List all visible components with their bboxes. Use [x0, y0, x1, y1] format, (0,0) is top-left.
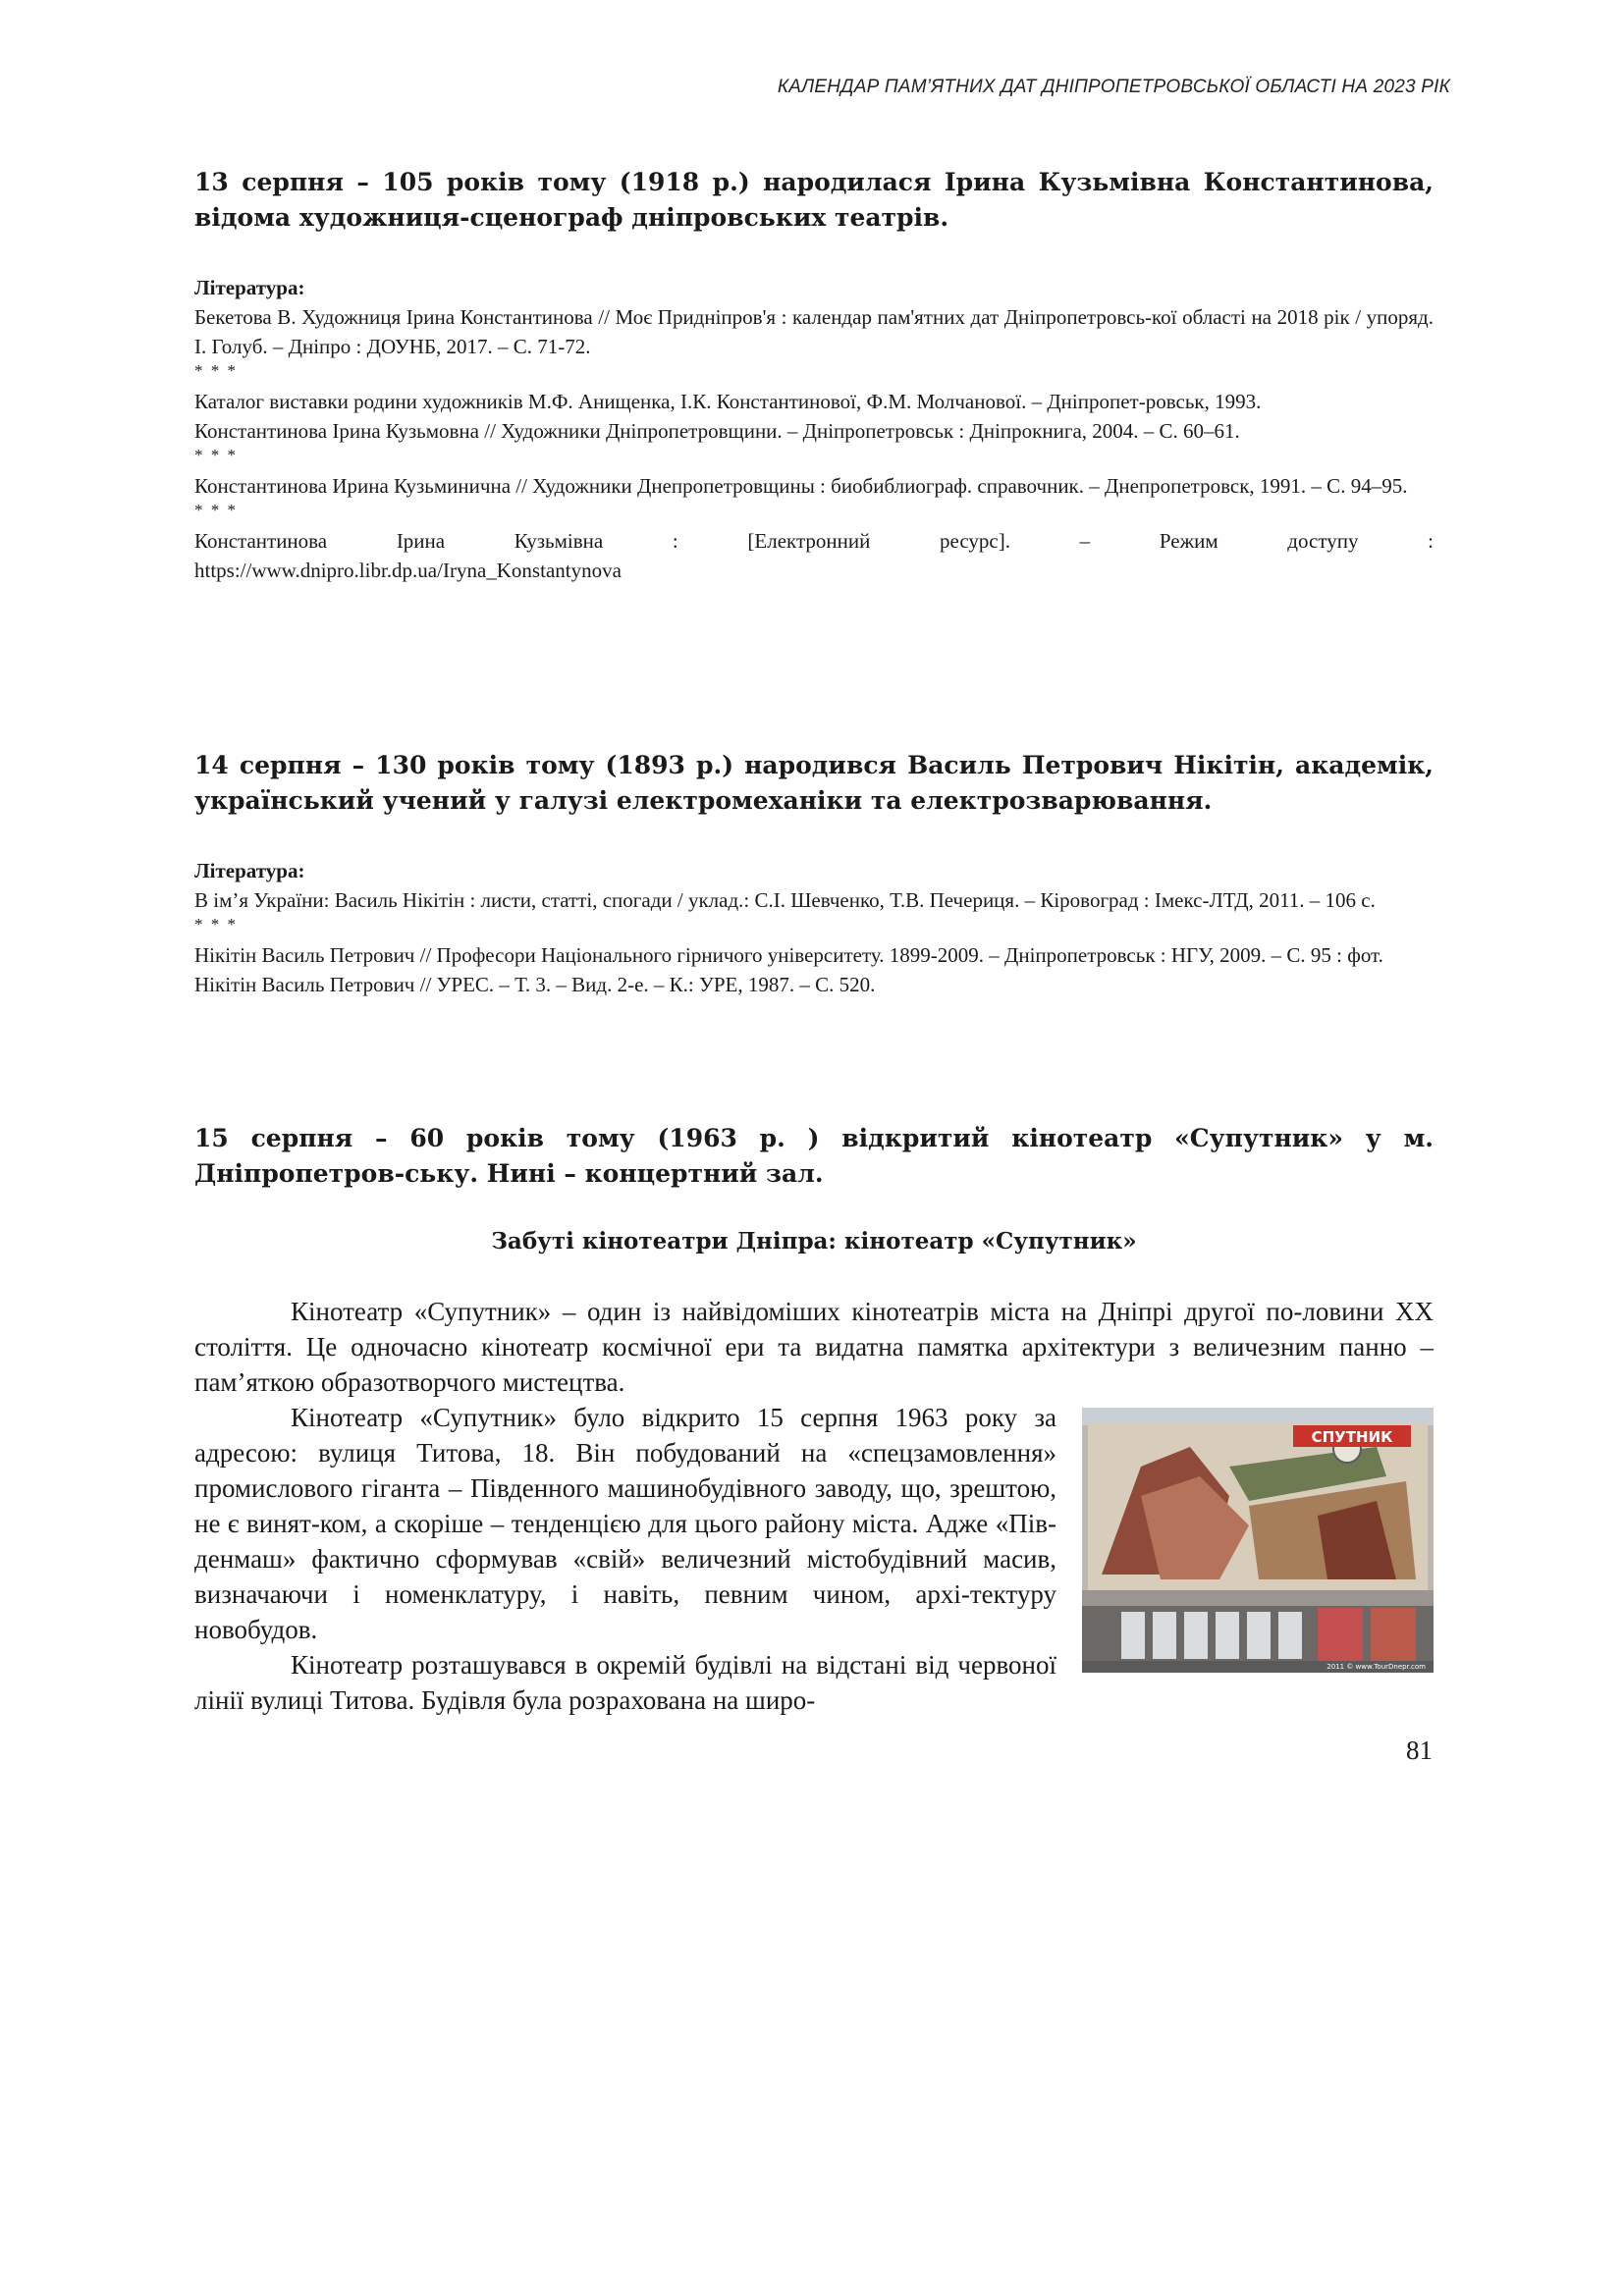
reference: Бекетова В. Художниця Ірина Константинова // Моє Придніпров'я : календар пам'ятних дат Дніпропетровсь-кої області на 2018 рік / упоряд. І. Голуб. – Дніпро : ДОУНБ, 2017. – С. 71-72.	[194, 305, 1434, 358]
event-section-2	[194, 748, 1434, 999]
literature-label: Література:	[194, 276, 305, 299]
event-section-3	[194, 1121, 1434, 1718]
reference: Нікітін Василь Петрович // Професори Національного гірничого університету. 1899-2009. – Дніпропетровськ : НГУ, 2009. – С. 95 : фот.	[194, 943, 1383, 967]
body-paragraph: Кінотеатр розташувався в окремій будівлі на відстані від червоної лінії вулиці Титова. Будівля була розрахована на широ-	[194, 1650, 1056, 1715]
event-section-1	[194, 165, 1434, 585]
literature-label: Література:	[194, 859, 305, 882]
event-title: 13 серпня – 105 років тому (1918 р.) народилася Ірина Кузьмівна Константинова, відома художниця-сценограф дніпровських театрів.	[194, 168, 1434, 232]
reference: Константинова Ірина Кузьмовна // Художники Дніпропетровщини. – Дніпропетровськ : Дніпрокнига, 2004. – С. 60–61.	[194, 419, 1240, 443]
page-number: 81	[1406, 1735, 1433, 1765]
cinema-sign: СПУТНИК	[1311, 1428, 1393, 1446]
reference: В ім’я України: Василь Нікітін : листи, статті, спогади / уклад.: С.І. Шевченко, Т.В. Печериця. – Кіровоград : Імекс-ЛТД, 2011. – 106 с.	[194, 888, 1376, 912]
article-subtitle: Забуті кінотеатри Дніпра: кінотеатр «Супутник»	[491, 1228, 1137, 1255]
reference: Константинова Ирина Кузьминична // Художники Днепропетровщины : биобиблиограф. справочник. – Днепропетровск, 1991. – С. 94–95.	[194, 474, 1408, 498]
separator: * * *	[194, 501, 238, 519]
body-paragraph: Кінотеатр «Супутник» – один із найвідоміших кінотеатрів міста на Дніпрі другої по-ловини ХХ століття. Це одночасно кінотеатр космічної ери та видатна памятка архітектури з величезним панно – пам’яткою образотворчого мистецтва.	[194, 1297, 1434, 1397]
reference: Нікітін Василь Петрович // УРЕС. – Т. 3. – Вид. 2-е. – К.: УРЕ, 1987. – С. 520.	[194, 973, 876, 996]
event-title: 14 серпня – 130 років тому (1893 р.) народився Василь Петрович Нікітін, академік, український учений у галузі електромеханіки та електрозварювання.	[194, 751, 1434, 815]
cinema-photo	[1082, 1408, 1434, 1673]
reference: Константинова Ірина Кузьмівна : [Електронний ресурс]. – Режим доступу :	[194, 529, 1434, 553]
separator: * * *	[194, 446, 238, 464]
event-title: 15 серпня – 60 років тому (1963 р. ) відкритий кінотеатр «Супутник» у м. Дніпропетров-ську. Нині – концертний зал.	[194, 1124, 1434, 1188]
body-paragraph: Кінотеатр «Супутник» було відкрито 15 серпня 1963 року за адресою: вулиця Титова, 18. Він побудований на «спецзамовлення» промислового гіганта – Південного машинобудівного заводу, що, зрештою, не є винят-ком, а скоріше – тенденцією для цього району міста. Адже «Пів-денмаш» фактично сформував «свій» величезний містобудівний масив, визначаючи і номенклатуру, і навіть, певним чином, архі-тектуру новобудов.	[194, 1403, 1056, 1644]
reference: Каталог виставки родини художників М.Ф. Анищенка, І.К. Константинової, Ф.М. Молчанової. – Дніпропет-ровськ, 1993.	[194, 390, 1262, 413]
separator: * * *	[194, 915, 238, 934]
photo-caption: 2011 © www.TourDnepr.com	[1326, 1663, 1426, 1671]
separator: * * *	[194, 361, 238, 380]
reference-url: https://www.dnipro.libr.dp.ua/Iryna_Konstantynova	[194, 559, 622, 582]
running-header: КАЛЕНДАР ПАМ’ЯТНИХ ДАТ ДНІПРОПЕТРОВСЬКОЇ ОБЛАСТІ НА 2023 РІК	[777, 77, 1450, 97]
